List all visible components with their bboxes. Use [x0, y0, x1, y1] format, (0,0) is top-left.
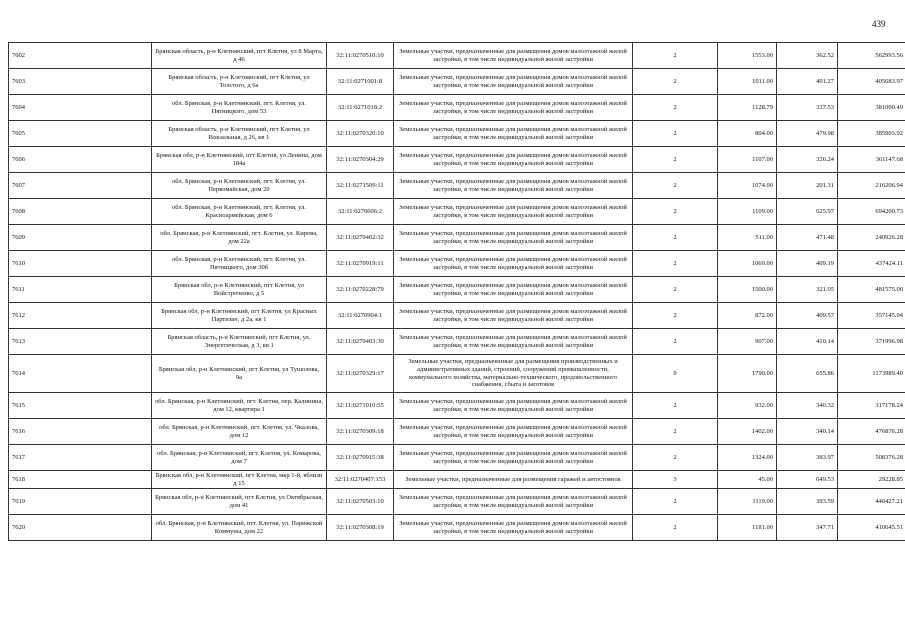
- cadastral-value-cell: 371996.98: [838, 329, 905, 355]
- cadastral-value-cell: 317178.24: [838, 393, 905, 419]
- land-use-category: Земельные участки, предназначенные для размещения домов малоэтажной жилой застройки, в том числе индивидуальной жилой застройки: [394, 329, 633, 355]
- table-row: [9, 251, 905, 277]
- address-cell: Брянская обл, р-н Клетнянский, пгт Клетня, ул Ленина, дом 184а: [152, 147, 327, 173]
- area-cell: 1128.79: [718, 95, 777, 121]
- address-cell: обл. Брянская, р-н Клетнянский, пгт. Клетня, ул. Кирова, дом 22а: [152, 225, 327, 251]
- land-use-code: 2: [633, 95, 718, 121]
- land-use-code: 2: [633, 199, 718, 225]
- cadastral-number: 32:11:0270904:1: [327, 303, 394, 329]
- specific-value-cell: 201.31: [777, 173, 838, 199]
- record-number: 7609: [9, 225, 152, 251]
- cadastral-number: 32:11:0270308:19: [327, 515, 394, 541]
- cadastral-number: 32:11:0270919:11: [327, 251, 394, 277]
- address-cell: обл. Брянская, р-н Клетнянский, пгт. Клетня, ул. Чкалова, дом 12: [152, 419, 327, 445]
- cadastral-value-cell: 405683.97: [838, 69, 905, 95]
- address-cell: обл. Брянская, р-н Клетнянский, пгт. Клетня, ул. Красноармейская, дом 6: [152, 199, 327, 225]
- specific-value-cell: 479.98: [777, 121, 838, 147]
- table-row: [9, 225, 905, 251]
- address-cell: Брянская обл, р-н Клетнянский, пгт Клетня, ул Тушолова, 9а: [152, 355, 327, 393]
- land-use-category: Земельные участки, предназначенные для размещения домов малоэтажной жилой застройки, в том числе индивидуальной жилой застройки: [394, 43, 633, 69]
- area-cell: 872.00: [718, 303, 777, 329]
- address-cell: Брянская область, р-н Клетнянский, пгт Клетня, ул 8 Марта, д 46: [152, 43, 327, 69]
- record-number: 7607: [9, 173, 152, 199]
- specific-value-cell: 340.32: [777, 393, 838, 419]
- area-cell: 1402.00: [718, 419, 777, 445]
- record-number: 7619: [9, 489, 152, 515]
- record-number: 7613: [9, 329, 152, 355]
- area-cell: 932.00: [718, 393, 777, 419]
- table-row: [9, 515, 905, 541]
- land-use-category: Земельные участки, предназначенные для размещения домов малоэтажной жилой застройки, в том числе индивидуальной жилой застройки: [394, 225, 633, 251]
- land-use-category: Земельные участки, предназначенные для размещения производственных и административных зданий, строений, сооружений промышленности, коммунального хозяйства, материально-технического, продовольственного снабжения, сбыта и заготовок: [394, 355, 633, 393]
- area-cell: 1011.00: [718, 69, 777, 95]
- land-use-code: 2: [633, 303, 718, 329]
- table-row: [9, 121, 905, 147]
- land-use-category: Земельные участки, предназначенные для размещения домов малоэтажной жилой застройки, в том числе индивидуальной жилой застройки: [394, 251, 633, 277]
- address-cell: Брянская обл, р-н Клетнянский, пгт Клетня, мкр 1-й, вблизи д 15: [152, 471, 327, 489]
- address-cell: обл. Брянская, р-н Клетнянский, пгт. Клетня, пер. Калинина, дом 12, квартира 1: [152, 393, 327, 419]
- cadastral-value-cell: 381000.49: [838, 95, 905, 121]
- cadastral-number: 32:11:0271001:8: [327, 69, 394, 95]
- address-cell: Брянская область, р-н Клетнянский, пгт Клетня, ул Толстого, д 6а: [152, 69, 327, 95]
- table-row: [9, 69, 905, 95]
- land-use-code: 2: [633, 277, 718, 303]
- area-cell: 1119.00: [718, 489, 777, 515]
- record-number: 7615: [9, 393, 152, 419]
- land-use-code: 2: [633, 173, 718, 199]
- cadastral-number: 32:11:0270510:10: [327, 43, 394, 69]
- area-cell: 1324.00: [718, 445, 777, 471]
- land-use-category: Земельные участки, предназначенные для размещения домов малоэтажной жилой застройки, в том числе индивидуальной жилой застройки: [394, 419, 633, 445]
- record-number: 7608: [9, 199, 152, 225]
- cadastral-value-cell: 240926.28: [838, 225, 905, 251]
- specific-value-cell: 383.97: [777, 445, 838, 471]
- land-use-category: Земельные участки, предназначенные для размещения домов малоэтажной жилой застройки, в том числе индивидуальной жилой застройки: [394, 489, 633, 515]
- land-use-code: 9: [633, 355, 718, 393]
- cadastral-number: 32:11:0270402:32: [327, 225, 394, 251]
- land-use-code: 2: [633, 329, 718, 355]
- record-number: 7604: [9, 95, 152, 121]
- land-use-code: 2: [633, 225, 718, 251]
- specific-value-cell: 625.97: [777, 199, 838, 225]
- area-cell: 804.00: [718, 121, 777, 147]
- area-cell: 1790.00: [718, 355, 777, 393]
- record-number: 7606: [9, 147, 152, 173]
- specific-value-cell: 340.14: [777, 419, 838, 445]
- cadastral-value-cell: 476876.28: [838, 419, 905, 445]
- land-use-code: 2: [633, 393, 718, 419]
- land-use-code: 2: [633, 251, 718, 277]
- cadastral-number: 32:11:0270403:30: [327, 329, 394, 355]
- land-use-category: Земельные участки, предназначенные для размещения домов малоэтажной жилой застройки, в том числе индивидуальной жилой застройки: [394, 121, 633, 147]
- cadastral-number: 32:11:0271010:55: [327, 393, 394, 419]
- land-use-category: Земельные участки, предназначенные для размещения домов малоэтажной жилой застройки, в том числе индивидуальной жилой застройки: [394, 95, 633, 121]
- table-row: [9, 173, 905, 199]
- specific-value-cell: 362.52: [777, 43, 838, 69]
- land-use-category: Земельные участки, предназначенные для размещения домов малоэтажной жилой застройки, в том числе индивидуальной жилой застройки: [394, 515, 633, 541]
- land-use-code: 2: [633, 445, 718, 471]
- specific-value-cell: 409.19: [777, 251, 838, 277]
- cadastral-value-cell: 440427.21: [838, 489, 905, 515]
- table-body: [9, 43, 905, 541]
- cadastral-value-cell: 562993.56: [838, 43, 905, 69]
- specific-value-cell: 655.86: [777, 355, 838, 393]
- record-number: 7610: [9, 251, 152, 277]
- cadastral-value-cell: 361147.68: [838, 147, 905, 173]
- cadastral-value-cell: 216206.94: [838, 173, 905, 199]
- table-row: [9, 147, 905, 173]
- cadastral-number: 32:11:0270606:2: [327, 199, 394, 225]
- cadastral-number: 32:11:0270309:18: [327, 419, 394, 445]
- specific-value-cell: 409.57: [777, 303, 838, 329]
- land-use-code: 2: [633, 69, 718, 95]
- specific-value-cell: 337.53: [777, 95, 838, 121]
- area-cell: 1553.00: [718, 43, 777, 69]
- cadastral-number: 32:11:0271018:2: [327, 95, 394, 121]
- cadastral-number: 32:11:0270304:29: [327, 147, 394, 173]
- cadastral-number: 32:11:0270407:153: [327, 471, 394, 489]
- cadastral-value-table: [8, 42, 905, 541]
- address-cell: обл. Брянская, р-н Клетнянский, пгт. Клетня, ул. Первомайская, дом 20: [152, 173, 327, 199]
- table-row: [9, 199, 905, 225]
- land-use-category: Земельные участки, предназначенные для размещения домов малоэтажной жилой застройки, в том числе индивидуальной жилой застройки: [394, 173, 633, 199]
- cadastral-value-cell: 694200.73: [838, 199, 905, 225]
- land-use-code: 2: [633, 419, 718, 445]
- land-use-category: Земельные участки, предназначенные для размещения домов малоэтажной жилой застройки, в том числе индивидуальной жилой застройки: [394, 199, 633, 225]
- cadastral-value-cell: 437424.11: [838, 251, 905, 277]
- table-row: [9, 355, 905, 393]
- area-cell: 1074.00: [718, 173, 777, 199]
- cadastral-value-cell: 410645.51: [838, 515, 905, 541]
- land-use-code: 2: [633, 489, 718, 515]
- specific-value-cell: 471.48: [777, 225, 838, 251]
- address-cell: обл. Брянская, р-н Клетнянский, пгт. Клетня, ул. Парижской Коммуны, дом 22: [152, 515, 327, 541]
- cadastral-number: 32:11:0270915:38: [327, 445, 394, 471]
- record-number: 7617: [9, 445, 152, 471]
- specific-value-cell: 326.24: [777, 147, 838, 173]
- address-cell: обл. Брянская, р-н Клетнянский, пгт. Клетня, ул. Пятницкого, дом 30б: [152, 251, 327, 277]
- table-row: [9, 43, 905, 69]
- area-cell: 1069.00: [718, 251, 777, 277]
- cadastral-number: 32:11:0271509:11: [327, 173, 394, 199]
- land-use-category: Земельные участки, предназначенные для размещения домов малоэтажной жилой застройки, в том числе индивидуальной жилой застройки: [394, 69, 633, 95]
- cadastral-value-cell: 508376.28: [838, 445, 905, 471]
- cadastral-value-cell: 481575.00: [838, 277, 905, 303]
- table-row: [9, 303, 905, 329]
- address-cell: обл. Брянская, р-н Клетнянский, пгт. Клетня, ул. Комарова, дом 7: [152, 445, 327, 471]
- record-number: 7603: [9, 69, 152, 95]
- address-cell: Брянская область, р-н Клетнянский, пгт Клетня, ул. Энергетическая, д 3, кв 1: [152, 329, 327, 355]
- land-use-code: 2: [633, 43, 718, 69]
- page-number: 439: [872, 19, 886, 29]
- address-cell: Брянская обл, р-н Клетнянский, пгт Клетня, ул Октябрьская, дом 41: [152, 489, 327, 515]
- land-use-code: 2: [633, 121, 718, 147]
- specific-value-cell: 393.59: [777, 489, 838, 515]
- record-number: 7605: [9, 121, 152, 147]
- area-cell: 1500.00: [718, 277, 777, 303]
- record-number: 7616: [9, 419, 152, 445]
- table-row: [9, 95, 905, 121]
- table-row: [9, 445, 905, 471]
- cadastral-value-cell: 385903.92: [838, 121, 905, 147]
- cadastral-number: 32:11:0270503:10: [327, 489, 394, 515]
- cadastral-number: 32:11:0270228:79: [327, 277, 394, 303]
- land-use-code: 2: [633, 515, 718, 541]
- record-number: 7614: [9, 355, 152, 393]
- table-row: [9, 489, 905, 515]
- record-number: 7620: [9, 515, 152, 541]
- cadastral-number: 32:11:0270329:17: [327, 355, 394, 393]
- record-number: 7618: [9, 471, 152, 489]
- area-cell: 1109.00: [718, 199, 777, 225]
- cadastral-number: 32:11:0270320:10: [327, 121, 394, 147]
- land-use-code: 2: [633, 147, 718, 173]
- specific-value-cell: 649.53: [777, 471, 838, 489]
- record-number: 7602: [9, 43, 152, 69]
- table-row: [9, 471, 905, 489]
- table-row: [9, 277, 905, 303]
- specific-value-cell: 410.14: [777, 329, 838, 355]
- land-use-category: Земельные участки, предназначенные для размещения домов малоэтажной жилой застройки, в том числе индивидуальной жилой застройки: [394, 277, 633, 303]
- cadastral-value-cell: 1173989.40: [838, 355, 905, 393]
- land-use-category: Земельные участки, предназначенные для размещения домов малоэтажной жилой застройки, в том числе индивидуальной жилой застройки: [394, 147, 633, 173]
- specific-value-cell: 347.71: [777, 515, 838, 541]
- address-cell: Брянская обл, р-н Клетнянский, пгт Клетня, ул Войстроченко, д 5: [152, 277, 327, 303]
- address-cell: Брянская обл, р-н Клетнянский, пгт Клетня, ул Красных Партизан, д 2а, кв 1: [152, 303, 327, 329]
- land-use-category: Земельные участки, предназначенные для размещения домов малоэтажной жилой застройки, в том числе индивидуальной жилой застройки: [394, 303, 633, 329]
- table-row: [9, 329, 905, 355]
- area-cell: 1107.00: [718, 147, 777, 173]
- area-cell: 511.00: [718, 225, 777, 251]
- table-row: [9, 393, 905, 419]
- land-use-category: Земельные участки, предназначенные для размещения домов малоэтажной жилой застройки, в том числе индивидуальной жилой застройки: [394, 393, 633, 419]
- area-cell: 907.00: [718, 329, 777, 355]
- cadastral-value-cell: 357145.04: [838, 303, 905, 329]
- area-cell: 1181.00: [718, 515, 777, 541]
- specific-value-cell: 401.27: [777, 69, 838, 95]
- area-cell: 45.00: [718, 471, 777, 489]
- cadastral-value-cell: 29228.85: [838, 471, 905, 489]
- table-row: [9, 419, 905, 445]
- specific-value-cell: 321.05: [777, 277, 838, 303]
- record-number: 7612: [9, 303, 152, 329]
- address-cell: Брянская область, р-н Клетнянский, пгт Клетня, ул Вокзальная, д 26, кв 1: [152, 121, 327, 147]
- land-use-category: Земельные участки, предназначенные для размещения гаражей и автостоянок: [394, 471, 633, 489]
- record-number: 7611: [9, 277, 152, 303]
- land-use-code: 3: [633, 471, 718, 489]
- address-cell: обл. Брянская, р-н Клетнянский, пгт. Клетня, ул. Пятницкого, дом 53: [152, 95, 327, 121]
- land-use-category: Земельные участки, предназначенные для размещения домов малоэтажной жилой застройки, в том числе индивидуальной жилой застройки: [394, 445, 633, 471]
